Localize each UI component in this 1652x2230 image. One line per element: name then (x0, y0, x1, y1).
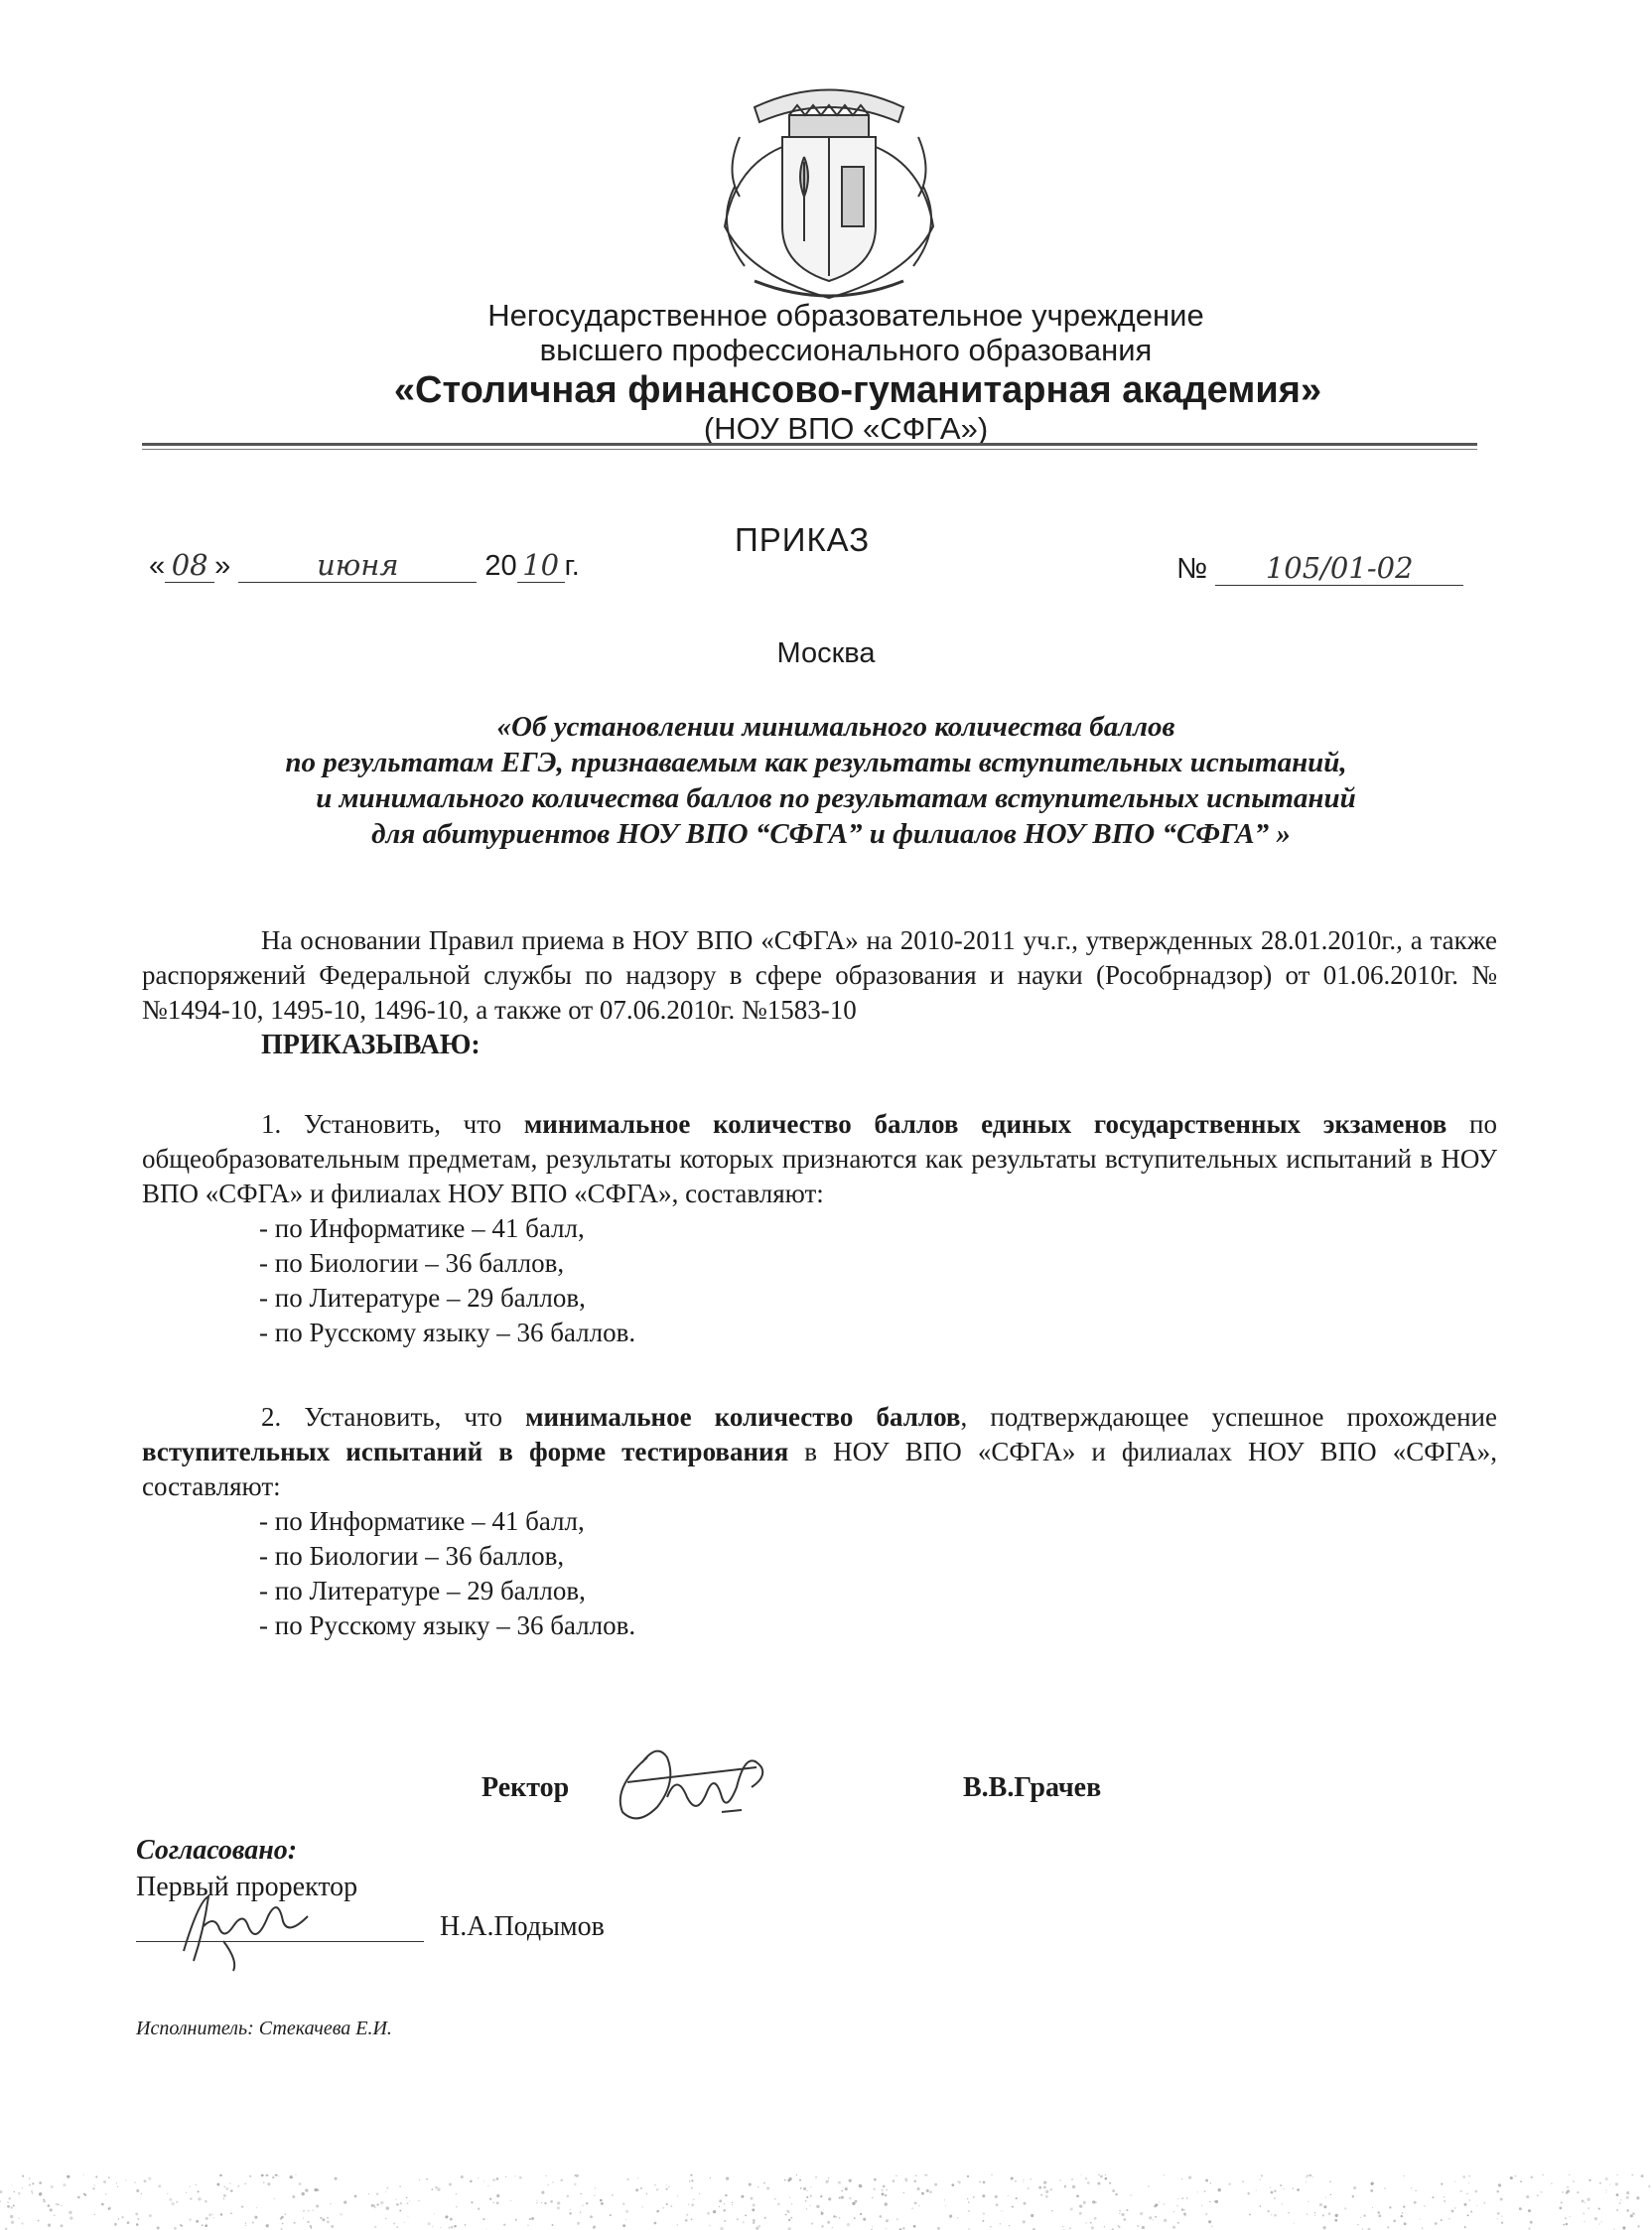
first-vice-rector-label: Первый проректор (136, 1872, 358, 1902)
date-open-quote: « (149, 550, 166, 582)
item-2-list (259, 1504, 635, 1643)
executor-note: Исполнитель: Стекачева Е.И. (136, 2018, 392, 2039)
agreed-label: Согласовано: (136, 1835, 298, 1866)
date-month: июня (238, 548, 477, 583)
number-value: 105/01-02 (1215, 551, 1463, 586)
item-1-rest: по общеобразовательным предметам, результаты которых признаются как результаты вступительных испытаний в НОУ ВПО «СФГА» и филиалах НОУ ВПО «СФГА», составляют: (142, 1109, 1497, 1208)
date-year-prefix: 20 (484, 550, 517, 582)
item-2-rest: в НОУ ВПО «СФГА» и филиалах НОУ ВПО «СФГА», составляют: (142, 1437, 1498, 1501)
decree-heading: ПРИКАЗЫВАЮ: (261, 1030, 481, 1060)
rector-name: В.В.Грачев (963, 1772, 1102, 1803)
order-title: ПРИКАЗ (735, 521, 871, 558)
header-rule-thin (142, 449, 1477, 450)
city: Москва (776, 637, 876, 669)
list-item: - по Информатике – 41 балл, (259, 1506, 585, 1536)
item-2-bold-2: вступительных испытаний в форме тестирования (142, 1437, 789, 1466)
list-item: - по Русскому языку – 36 баллов. (259, 1610, 636, 1640)
item-2-prefix: 2. Установить, что (261, 1402, 526, 1432)
list-item: - по Биологии – 36 баллов, (259, 1541, 565, 1571)
item-2-bold-1: минимальное количество баллов (525, 1402, 961, 1432)
subject-line-1: «Об установлении минимального количества баллов (496, 711, 1175, 743)
item-1-bold: минимальное количество баллов единых государственных экзаменов (523, 1109, 1447, 1139)
institution-type-line: Негосударственное образовательное учреждение (487, 298, 1204, 333)
academy-abbreviation: (НОУ ВПО «СФГА») (703, 411, 989, 446)
education-level-line: высшего профессионального образования (539, 333, 1153, 367)
rector-label: Ректор (482, 1772, 570, 1803)
item-1-paragraph (142, 1107, 1497, 1211)
number-label: № (1176, 553, 1208, 585)
basis-paragraph: На основании Правил приема в НОУ ВПО «СФГА» на 2010-2011 уч.г., утвержденных 28.01.2010г., а также распоряжений Федеральной службы по надзору в сфере образования и науки (Рособрнадзор) от 01.06.2010г. №№1494-10, 1495-10, 1496-10, а также от 07.06.2010г. №1583-10 (142, 925, 1497, 1025)
subject-line-2: по результатам ЕГЭ, признаваемым как результаты вступительных испытаний, (285, 747, 1347, 778)
order-date (149, 548, 580, 583)
academy-emblem (695, 77, 963, 308)
header-rule (142, 443, 1477, 446)
item-2-paragraph (142, 1400, 1497, 1504)
list-item: - по Литературе – 29 баллов, (259, 1576, 586, 1605)
vice-rector-signature (164, 1882, 352, 1976)
subject-line-4: для абитуриентов НОУ ВПО “СФГА” и филиалов НОУ ВПО “СФГА” » (371, 818, 1291, 850)
rector-signature (608, 1728, 796, 1837)
item-1-prefix: 1. Установить, что (261, 1109, 524, 1139)
list-item: - по Литературе – 29 баллов, (259, 1283, 586, 1313)
list-item: - по Русскому языку – 36 баллов. (259, 1318, 636, 1347)
vice-rector-name: Н.А.Подымов (440, 1911, 605, 1942)
scan-noise (0, 2174, 1652, 2230)
order-number (1176, 551, 1463, 586)
item-2-mid: , подтверждающее успешное прохождение (960, 1402, 1497, 1432)
date-year-suffix: 10 (517, 548, 565, 583)
date-year-mark: г. (564, 550, 580, 582)
list-item: - по Информатике – 41 балл, (259, 1213, 585, 1243)
item-1-list (259, 1211, 635, 1350)
academy-name: «Столичная финансово-гуманитарная академия» (393, 369, 1322, 411)
subject-line-3: и минимального количества баллов по результатам вступительных испытаний (316, 782, 1356, 814)
date-close-quote: » (214, 550, 231, 582)
date-day: 08 (165, 548, 214, 583)
list-item: - по Биологии – 36 баллов, (259, 1248, 565, 1278)
